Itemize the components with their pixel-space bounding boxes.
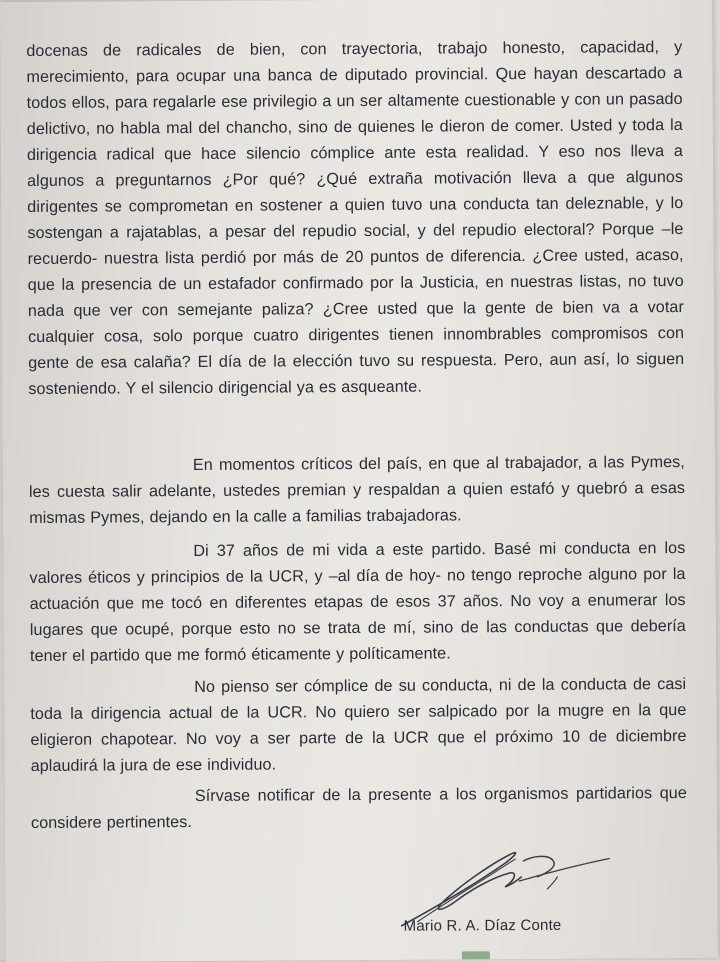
paragraph-indent — [30, 692, 194, 693]
paragraph-indent — [29, 470, 193, 471]
stamp-edge — [462, 951, 490, 959]
signature-name: Mario R. A. Díaz Conte — [403, 916, 562, 935]
letter-paragraph-4: No pienso ser cómplice de su conducta, ni de la conducta de casi toda la dirigencia actual de la UCR. No quiero ser salpicado por la mugre en la que eligieron chapotear. No voy a ser parte de la UCR que el próximo 10 de diciembre aplaudirá la jura de ese individuo. — [30, 674, 687, 776]
letter-paragraph-2: En momentos críticos del país, en que al trabajador, a las Pymes, les cuesta salir adelante, ustedes premian y respaldan a quien estafó y quebró a esas mismas Pymes, dejando en la calle a familias trabajadoras. — [28, 453, 686, 528]
paragraph-indent — [29, 556, 193, 557]
letter-paragraph-1: docenas de radicales de bien, con trayectoria, trabajo honesto, capacidad, y merecimiento, para ocupar una banca de diputado provincial. Que hayan descartado a todos ellos, para regalarle ese privilegio a un ser altamente cuestionable y con un pasado delictivo, no habla mal del chancho, sino de quienes le dieron de comer. Usted y toda la dirigencia radical que hace silencio cómplice ante esta realidad. Y eso nos lleva a algunos a preguntarnos ¿Por qué? ¿Qué extraña motivación lleva a que algunos dirigentes se comprometan en sostener a quien tuvo una conducta tan deleznable, y lo sostengan a rajatablas, a pesar del repudio social, y del repudio electoral? Porque –le recuerdo- nuestra lista perdió por más de 20 puntos de diferencia. ¿Cree usted, acaso, que la presencia de un estafador confirmado por la Justicia, en nuestras listas, no tuvo nada que ver con semejante paliza? ¿Cree usted que la gente de bien va a votar cualquier cosa, solo porque cuatro dirigentes tienen innombrables compromisos con gente de esa calaña? El día de la elección tuvo su respuesta. Pero, aun así, lo siguen sosteniendo. Y el silencio dirigencial ya es asqueante. — [26, 38, 685, 399]
letter-paragraph-5: Sírvase notificar de la presente a los organismos partidarios que considere pertinentes. — [30, 783, 687, 833]
letter-paragraph-3: Di 37 años de mi vida a este partido. Basé mi conducta en los valores éticos y principios de la UCR, y –al día de hoy- no tengo reproche alguno por la actuación que me tocó en diferentes etapas de esos 37 años. No voy a enumerar los lugares que ocupé, porque esto no se trata de mí, sino de las conductas que debería tener el partido que me formó éticamente y políticamente. — [29, 538, 686, 666]
paragraph-indent — [31, 801, 195, 802]
